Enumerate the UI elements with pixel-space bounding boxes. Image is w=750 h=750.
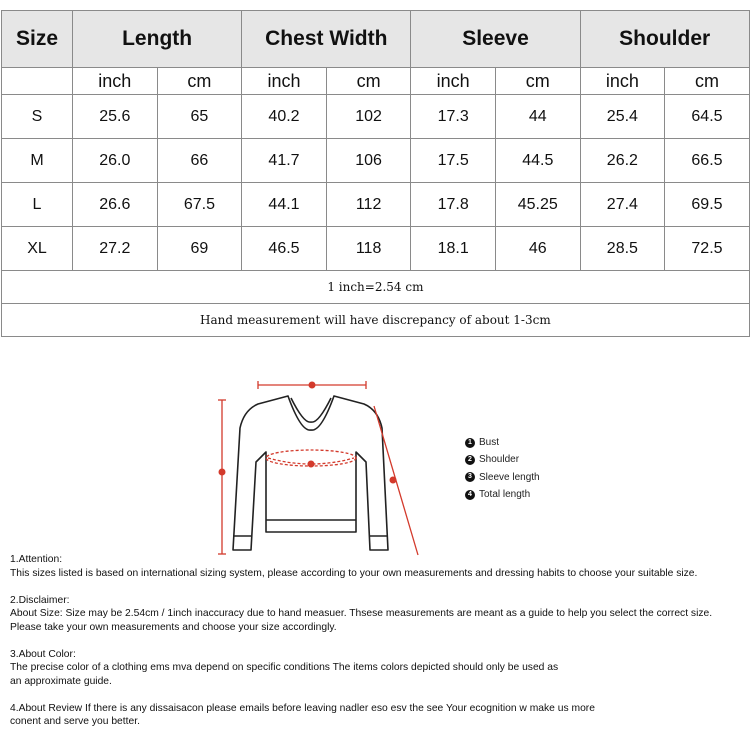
unit-row [2, 68, 750, 95]
marker-total-length [219, 469, 226, 476]
value-cell: 17.5 [411, 139, 496, 183]
note-disclaimer [10, 594, 750, 635]
legend-item [465, 434, 540, 451]
value-cell: 64.5 [665, 95, 750, 139]
unit-cell: cm [665, 68, 750, 95]
value-cell: 44 [495, 95, 580, 139]
size-cell: M [2, 139, 73, 183]
note-title: 3.About Color: [10, 648, 76, 660]
value-cell: 72.5 [665, 227, 750, 271]
unit-cell: inch [580, 68, 665, 95]
value-cell: 45.25 [495, 183, 580, 227]
note-title: 2.Disclaimer: [10, 594, 70, 606]
unit-cell: cm [495, 68, 580, 95]
note-line: conent and serve you better. [10, 716, 140, 727]
legend-number-icon: 2 [465, 455, 475, 465]
legend-label: Sleeve length [479, 471, 540, 483]
legend-number-icon: 4 [465, 490, 475, 500]
value-cell: 25.6 [73, 95, 158, 139]
size-cell: S [2, 95, 73, 139]
measure-lines [218, 381, 418, 555]
value-cell: 66 [157, 139, 242, 183]
measurement-note: Hand measurement will have discrepancy of about 1-3cm [2, 304, 750, 337]
value-cell: 118 [326, 227, 411, 271]
size-cell: XL [2, 227, 73, 271]
value-cell: 17.8 [411, 183, 496, 227]
note-attention [10, 553, 750, 580]
value-cell: 26.6 [73, 183, 158, 227]
conversion-row [2, 271, 750, 304]
marker-bust [308, 461, 315, 468]
value-cell: 65 [157, 95, 242, 139]
note-line: Please take your own measurements and choose your size accordingly. [10, 621, 337, 633]
legend-item [465, 486, 540, 503]
marker-shoulder [309, 382, 316, 389]
value-cell: 26.2 [580, 139, 665, 183]
value-cell: 44.5 [495, 139, 580, 183]
unit-cell: inch [242, 68, 327, 95]
marker-sleeve [390, 477, 397, 484]
unit-blank-cell [2, 68, 73, 95]
value-cell: 112 [326, 183, 411, 227]
unit-cell: inch [73, 68, 158, 95]
value-cell: 67.5 [157, 183, 242, 227]
measurement-legend [465, 434, 540, 503]
measure-markers [219, 382, 397, 484]
header-row [2, 11, 750, 68]
sweater-measurement-diagram [196, 372, 606, 567]
legend-label: Shoulder [479, 454, 520, 466]
note-line: This sizes listed is based on international sizing system, please according to your own measurements and dressing habits to choose your suitable size. [10, 567, 698, 579]
header-sleeve: Sleeve [411, 11, 580, 68]
value-cell: 28.5 [580, 227, 665, 271]
value-cell: 27.2 [73, 227, 158, 271]
legend-label: Bust [479, 437, 500, 449]
value-cell: 44.1 [242, 183, 327, 227]
value-cell: 69.5 [665, 183, 750, 227]
note-title: 1.Attention: [10, 554, 63, 565]
value-cell: 46 [495, 227, 580, 271]
table-row [2, 227, 750, 271]
note-line: The precise color of a clothing ems mva depend on specific conditions The items colors depicted should only be used as [10, 662, 559, 673]
value-cell: 25.4 [580, 95, 665, 139]
note-review [10, 702, 750, 729]
legend-item [465, 469, 540, 486]
header-length: Length [73, 11, 242, 68]
legend-label: Total length [479, 489, 531, 501]
size-cell: L [2, 183, 73, 227]
value-cell: 18.1 [411, 227, 496, 271]
value-cell: 41.7 [242, 139, 327, 183]
value-cell: 40.2 [242, 95, 327, 139]
legend-number-icon: 3 [465, 472, 475, 482]
value-cell: 66.5 [665, 139, 750, 183]
header-shoulder: Shoulder [580, 11, 749, 68]
notes-section [10, 553, 750, 742]
conversion-note: 1 inch=2.54 cm [2, 271, 750, 304]
sweater-outline [233, 396, 388, 550]
value-cell: 102 [326, 95, 411, 139]
legend-item [465, 451, 540, 468]
value-cell: 46.5 [242, 227, 327, 271]
unit-cell: inch [411, 68, 496, 95]
unit-cell: cm [326, 68, 411, 95]
note-line: 4.About Review If there is any dissaisacon please emails before leaving nadler eso esv the see Your ecognition w make us more [10, 702, 595, 714]
note-color [10, 648, 750, 689]
value-cell: 26.0 [73, 139, 158, 183]
unit-cell: cm [157, 68, 242, 95]
table-row [2, 139, 750, 183]
legend-number-icon: 1 [465, 438, 475, 448]
value-cell: 27.4 [580, 183, 665, 227]
header-chest-width: Chest Width [242, 11, 411, 68]
value-cell: 69 [157, 227, 242, 271]
table-row [2, 95, 750, 139]
table-row [2, 183, 750, 227]
value-cell: 17.3 [411, 95, 496, 139]
note-line: About Size: Size may be 2.54cm / 1inch inaccuracy due to hand measuer. Thsese measurements are meant as a guide to help you select the correct size. [10, 608, 713, 619]
value-cell: 106 [326, 139, 411, 183]
size-chart-table [1, 10, 750, 337]
note-line: an approximate guide. [10, 675, 112, 687]
measurement-row [2, 304, 750, 337]
header-size: Size [2, 11, 73, 68]
